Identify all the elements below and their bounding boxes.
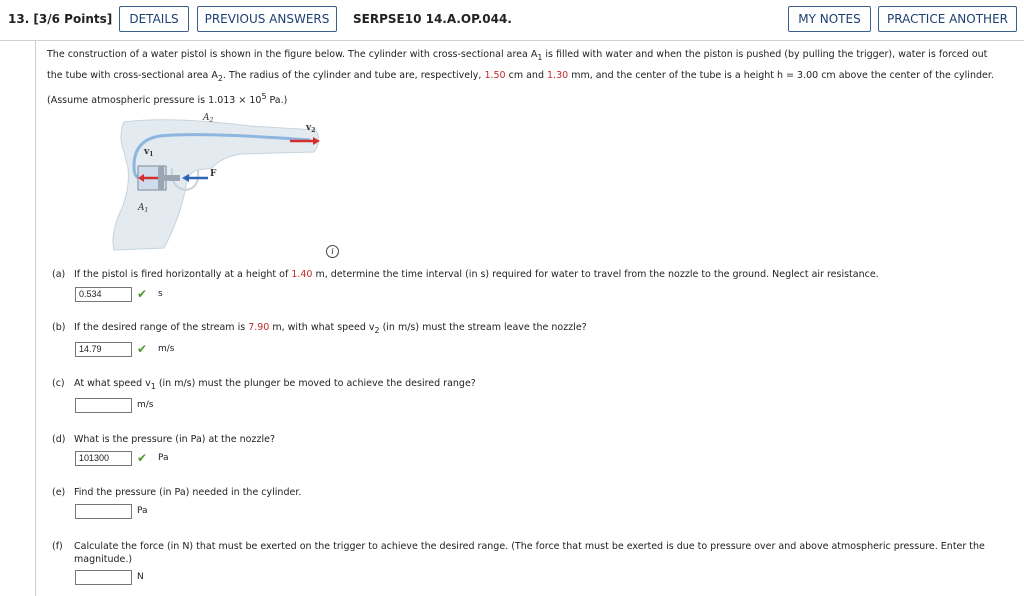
part-d-question bbox=[52, 434, 275, 445]
answer-input-d[interactable]: 101300 bbox=[75, 451, 132, 466]
subscript: 2 bbox=[374, 325, 380, 335]
answer-input-c[interactable] bbox=[75, 398, 132, 413]
problem-text: the tube with cross-sectional area A bbox=[47, 69, 218, 81]
part-label: (a) bbox=[52, 269, 66, 280]
info-icon[interactable]: i bbox=[326, 245, 339, 258]
problem-statement bbox=[47, 46, 1007, 110]
practice-another-button[interactable]: PRACTICE ANOTHER bbox=[878, 6, 1017, 32]
part-text: (in m/s) must the plunger be moved to achieve the desired range? bbox=[155, 378, 476, 389]
range-value: 7.90 bbox=[248, 322, 270, 333]
part-label: (f) bbox=[52, 541, 63, 552]
part-text: m, with what speed v bbox=[269, 322, 375, 333]
question-id: SERPSE10 14.A.OP.044. bbox=[353, 12, 512, 26]
problem-text: cm and bbox=[505, 69, 548, 81]
question-number: 13. [3/6 Points] bbox=[8, 12, 113, 26]
my-notes-button[interactable]: MY NOTES bbox=[788, 6, 871, 32]
question-header bbox=[0, 0, 1024, 41]
problem-text: . The radius of the cylinder and tube are, respectively, bbox=[222, 69, 485, 81]
part-text: If the pistol is fired horizontally at a height of bbox=[74, 269, 292, 280]
water-pistol-figure bbox=[100, 108, 330, 258]
problem-text: (Assume atmospheric pressure is 1.013 × 10 bbox=[47, 94, 262, 106]
unit-label: m/s bbox=[158, 344, 175, 354]
problem-text: mm, and the center of the tube is a height h = 3.00 cm above the center of the cylinder. bbox=[568, 69, 994, 81]
part-text: magnitude.) bbox=[74, 554, 133, 565]
correct-check-icon: ✔ bbox=[137, 287, 148, 301]
part-e-question bbox=[52, 487, 301, 498]
part-text: If the desired range of the stream is bbox=[74, 322, 249, 333]
radius-tube-value: 1.30 bbox=[547, 69, 569, 81]
content-divider bbox=[35, 41, 36, 596]
subscript: 1 bbox=[537, 52, 543, 62]
unit-label: Pa bbox=[137, 506, 148, 516]
details-button[interactable]: DETAILS bbox=[119, 6, 189, 32]
part-label: (c) bbox=[52, 378, 65, 389]
part-text: Find the pressure (in Pa) needed in the cylinder. bbox=[74, 487, 302, 498]
unit-label: m/s bbox=[137, 400, 154, 410]
problem-text: The construction of a water pistol is shown in the figure below. The cylinder with cross-sectional area A bbox=[47, 49, 538, 60]
answer-input-f[interactable] bbox=[75, 570, 132, 585]
correct-check-icon: ✔ bbox=[137, 342, 148, 356]
part-text: Calculate the force (in N) that must be exerted on the trigger to achieve the desired range. (The force that must be exerted is due to pressure over and above atmospheric pressure. Enter the bbox=[74, 541, 985, 552]
height-value: 1.40 bbox=[291, 269, 313, 280]
part-text: (in m/s) must the stream leave the nozzle? bbox=[379, 322, 587, 333]
part-label: (b) bbox=[52, 322, 66, 333]
label-force: F bbox=[210, 169, 217, 179]
correct-check-icon: ✔ bbox=[137, 451, 148, 465]
exponent: 5 bbox=[261, 91, 267, 101]
answer-input-b[interactable]: 14.79 bbox=[75, 342, 132, 357]
part-label: (d) bbox=[52, 434, 66, 445]
unit-label: s bbox=[158, 289, 163, 299]
part-text: m, determine the time interval (in s) required for water to travel from the nozzle to the ground. Neglect air resistance. bbox=[312, 269, 879, 280]
problem-text: Pa.) bbox=[266, 94, 288, 106]
problem-text: is filled with water and when the piston is pushed (by pulling the trigger), water is forced out bbox=[542, 49, 988, 60]
piston bbox=[158, 166, 164, 190]
part-f-question bbox=[52, 540, 1002, 566]
part-label: (e) bbox=[52, 487, 66, 498]
label-v2: $v_2$ bbox=[306, 123, 316, 134]
piston-rod bbox=[164, 175, 180, 181]
radius-cylinder-value: 1.50 bbox=[484, 69, 506, 81]
previous-answers-button[interactable]: PREVIOUS ANSWERS bbox=[197, 6, 337, 32]
label-a1: $A_1$ bbox=[138, 203, 149, 214]
subscript: 2 bbox=[217, 73, 223, 83]
answer-input-a[interactable]: 0.534 bbox=[75, 287, 132, 302]
part-a-question bbox=[52, 269, 879, 280]
answer-input-e[interactable] bbox=[75, 504, 132, 519]
unit-label: N bbox=[137, 572, 144, 582]
part-b-question bbox=[52, 322, 587, 335]
part-text: What is the pressure (in Pa) at the nozzle? bbox=[74, 434, 275, 445]
label-v1: $v_1$ bbox=[144, 147, 154, 158]
part-c-question bbox=[52, 378, 476, 391]
unit-label: Pa bbox=[158, 453, 169, 463]
subscript: 1 bbox=[150, 381, 156, 391]
part-text: At what speed v bbox=[74, 378, 151, 389]
label-a2: $A_2$ bbox=[203, 113, 214, 124]
